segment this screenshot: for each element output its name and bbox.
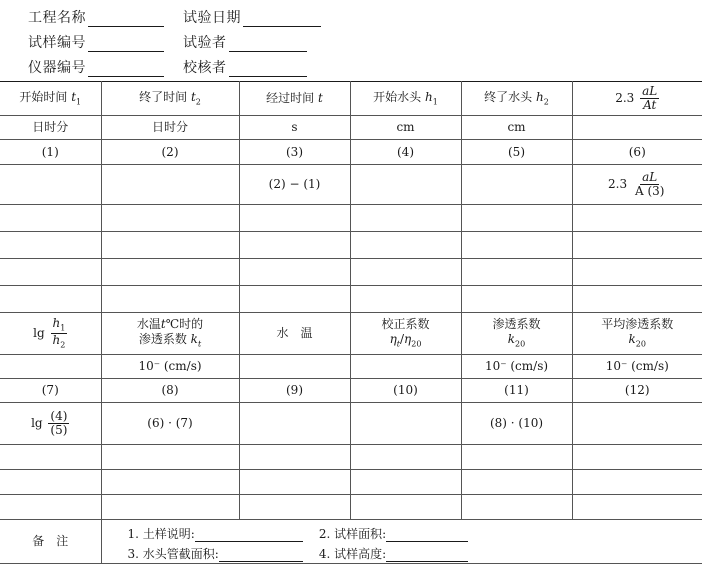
denominator: At bbox=[643, 98, 657, 112]
index-cell: (12) bbox=[572, 379, 702, 403]
data-cell[interactable] bbox=[461, 259, 572, 286]
data-cell[interactable] bbox=[350, 165, 461, 205]
data-cell[interactable] bbox=[350, 259, 461, 286]
tester-field[interactable] bbox=[183, 32, 307, 52]
data-cell[interactable] bbox=[239, 259, 350, 286]
table2-blank-row bbox=[0, 470, 702, 495]
data-cell[interactable] bbox=[572, 495, 702, 520]
data-cell[interactable] bbox=[572, 232, 702, 259]
sub: 1 bbox=[432, 97, 438, 107]
table2-formula-row bbox=[0, 403, 702, 445]
soil-desc-blank[interactable] bbox=[195, 527, 303, 542]
col-water-temp-header: 水 温 bbox=[239, 313, 350, 355]
sub: t bbox=[396, 339, 400, 349]
sample-no-field[interactable] bbox=[28, 32, 164, 52]
project-name-label: 工程名称 bbox=[28, 10, 86, 26]
data-cell[interactable] bbox=[239, 232, 350, 259]
header-text: 开始水头 bbox=[373, 89, 422, 104]
header-text: 终了水头 bbox=[484, 89, 533, 104]
sub: 20 bbox=[411, 339, 422, 349]
header-line-1: 校正系数 bbox=[381, 317, 430, 332]
remarks-content bbox=[101, 520, 702, 564]
instrument-no-field[interactable] bbox=[28, 57, 164, 77]
data-cell[interactable] bbox=[0, 232, 101, 259]
data-cell[interactable] bbox=[239, 470, 350, 495]
slash: / bbox=[399, 332, 405, 347]
var-k: k bbox=[507, 332, 516, 347]
remark-item-soil-desc: 1. 土样说明: bbox=[127, 526, 195, 541]
index-cell: (2) bbox=[101, 140, 239, 165]
sub: 20 bbox=[635, 339, 646, 349]
formula-cell: (2) − (1) bbox=[239, 165, 350, 205]
col-end-time-header bbox=[101, 82, 239, 116]
index-cell: (10) bbox=[350, 379, 461, 403]
table2-index-row bbox=[0, 379, 702, 403]
sample-height-blank[interactable] bbox=[386, 547, 468, 562]
fraction bbox=[48, 410, 69, 437]
table1-blank-row bbox=[0, 286, 702, 313]
data-cell[interactable] bbox=[572, 259, 702, 286]
header-line-1: 平均渗透系数 bbox=[601, 317, 674, 332]
instrument-no-label: 仪器编号 bbox=[28, 60, 86, 76]
col-start-time-header bbox=[0, 82, 101, 116]
remarks-row bbox=[0, 520, 702, 564]
data-cell[interactable] bbox=[350, 286, 461, 313]
fraction bbox=[51, 317, 68, 350]
col-log-ratio-header bbox=[0, 313, 101, 355]
data-cell[interactable] bbox=[572, 286, 702, 313]
data-cell[interactable] bbox=[461, 495, 572, 520]
var-t: t bbox=[71, 89, 77, 104]
permeability-record-table bbox=[0, 81, 702, 564]
index-cell: (6) bbox=[572, 140, 702, 165]
table1-index-row bbox=[0, 140, 702, 165]
header-line-2 bbox=[351, 332, 461, 349]
header-line-2 bbox=[102, 332, 239, 349]
test-date-field[interactable] bbox=[183, 7, 321, 27]
sample-no-label: 试样编号 bbox=[28, 35, 86, 51]
data-cell[interactable] bbox=[239, 286, 350, 313]
sub: 2 bbox=[543, 97, 549, 107]
tester-blank[interactable] bbox=[229, 35, 307, 52]
coefficient: 2.3 bbox=[615, 91, 635, 105]
table1-blank-row bbox=[0, 259, 702, 286]
var-t: t bbox=[160, 317, 166, 332]
data-cell[interactable] bbox=[350, 470, 461, 495]
data-cell[interactable] bbox=[572, 470, 702, 495]
col-start-head-header bbox=[350, 82, 461, 116]
unit-cell: 10⁻ (cm/s) bbox=[572, 355, 702, 379]
data-cell[interactable] bbox=[101, 205, 239, 232]
header-line-2 bbox=[462, 332, 572, 349]
var-k: k bbox=[628, 332, 636, 347]
unit-cell: 日时分 bbox=[0, 116, 101, 140]
var-eta: η bbox=[404, 332, 412, 347]
denominator: A (3) bbox=[634, 184, 665, 198]
sub: 2 bbox=[60, 340, 66, 350]
formula-cell bbox=[0, 403, 101, 445]
col-avg-k20-header bbox=[572, 313, 702, 355]
col-end-head-header bbox=[461, 82, 572, 116]
index-cell: (5) bbox=[461, 140, 572, 165]
col-correction-header bbox=[350, 313, 461, 355]
coefficient: 2.3 bbox=[608, 177, 628, 191]
data-cell[interactable] bbox=[350, 495, 461, 520]
data-cell[interactable] bbox=[0, 286, 101, 313]
remark-item-sample-height: 4. 试样高度: bbox=[318, 546, 387, 561]
sample-no-blank[interactable] bbox=[88, 35, 164, 52]
formula-cell bbox=[572, 165, 702, 205]
checker-label: 校核者 bbox=[183, 60, 227, 76]
data-cell[interactable] bbox=[239, 445, 350, 470]
data-cell[interactable] bbox=[461, 232, 572, 259]
data-cell[interactable] bbox=[461, 165, 572, 205]
data-cell[interactable] bbox=[461, 205, 572, 232]
unit-cell: 10⁻ (cm/s) bbox=[461, 355, 572, 379]
index-cell: (8) bbox=[101, 379, 239, 403]
table2-blank-row bbox=[0, 495, 702, 520]
data-cell[interactable] bbox=[350, 205, 461, 232]
test-date-blank[interactable] bbox=[243, 10, 321, 27]
text: ℃时的 bbox=[165, 317, 204, 332]
numerator bbox=[51, 317, 68, 334]
tube-area-blank[interactable] bbox=[219, 547, 303, 562]
data-cell[interactable] bbox=[0, 470, 101, 495]
var-eta: η bbox=[389, 332, 397, 347]
unit-cell bbox=[239, 355, 350, 379]
data-cell[interactable] bbox=[572, 403, 702, 445]
col-k20-header bbox=[461, 313, 572, 355]
log-symbol: lg bbox=[33, 326, 45, 340]
denominator bbox=[51, 334, 68, 350]
table1-blank-row bbox=[0, 205, 702, 232]
data-cell[interactable] bbox=[0, 165, 101, 205]
remarks-line-1 bbox=[128, 522, 703, 542]
formula-cell: (6) · (7) bbox=[101, 403, 239, 445]
sub: 20 bbox=[515, 339, 526, 349]
test-date-label: 试验日期 bbox=[183, 10, 241, 26]
unit-cell: s bbox=[239, 116, 350, 140]
data-cell[interactable] bbox=[350, 232, 461, 259]
sub: t bbox=[197, 339, 202, 349]
remarks-label: 备 注 bbox=[0, 520, 101, 564]
header-text: 终了时间 bbox=[139, 89, 188, 104]
data-cell[interactable] bbox=[101, 495, 239, 520]
col-formula-header bbox=[572, 82, 702, 116]
index-cell: (11) bbox=[461, 379, 572, 403]
data-cell[interactable] bbox=[101, 232, 239, 259]
checker-field[interactable] bbox=[183, 57, 307, 77]
formula-cell: (8) · (10) bbox=[461, 403, 572, 445]
text: 水温 bbox=[136, 317, 161, 332]
table1-header-row bbox=[0, 82, 702, 116]
data-cell[interactable] bbox=[350, 403, 461, 445]
fraction bbox=[640, 85, 659, 112]
header-row-1 bbox=[28, 2, 241, 27]
table1-formula-row bbox=[0, 165, 702, 205]
var-h: h bbox=[536, 89, 544, 104]
var-k: k bbox=[190, 332, 198, 347]
header-row-2 bbox=[28, 27, 227, 52]
checker-blank[interactable] bbox=[229, 60, 307, 77]
var-h: h bbox=[52, 315, 61, 330]
sub: 1 bbox=[60, 323, 66, 333]
data-cell[interactable] bbox=[101, 286, 239, 313]
data-cell[interactable] bbox=[101, 165, 239, 205]
data-cell[interactable] bbox=[239, 403, 350, 445]
data-cell[interactable] bbox=[101, 470, 239, 495]
data-cell[interactable] bbox=[461, 445, 572, 470]
project-name-field[interactable] bbox=[28, 7, 164, 27]
data-cell[interactable] bbox=[572, 205, 702, 232]
remark-item-tube-area: 3. 水头管截面积: bbox=[127, 546, 219, 561]
var-t: t bbox=[318, 91, 323, 105]
instrument-no-blank[interactable] bbox=[88, 60, 164, 77]
data-cell[interactable] bbox=[461, 286, 572, 313]
data-cell[interactable] bbox=[101, 259, 239, 286]
project-name-blank[interactable] bbox=[88, 10, 164, 27]
header-form bbox=[28, 2, 241, 77]
header-line-2 bbox=[573, 332, 703, 349]
tester-label: 试验者 bbox=[183, 35, 227, 51]
unit-cell: cm bbox=[461, 116, 572, 140]
table2-header-row bbox=[0, 313, 702, 355]
table1-blank-row bbox=[0, 232, 702, 259]
numerator: aL bbox=[642, 83, 658, 98]
data-cell[interactable] bbox=[572, 445, 702, 470]
index-cell: (3) bbox=[239, 140, 350, 165]
remarks-line-2 bbox=[128, 542, 703, 562]
data-cell[interactable] bbox=[0, 205, 101, 232]
data-cell[interactable] bbox=[350, 445, 461, 470]
index-cell: (7) bbox=[0, 379, 101, 403]
log-symbol: lg bbox=[31, 416, 43, 430]
table1-units-row bbox=[0, 116, 702, 140]
numerator: (4) bbox=[50, 408, 68, 423]
header-row-3 bbox=[28, 52, 227, 77]
var-h: h bbox=[52, 333, 61, 347]
index-cell: (4) bbox=[350, 140, 461, 165]
table2-units-row bbox=[0, 355, 702, 379]
data-cell[interactable] bbox=[0, 259, 101, 286]
header-text: 开始时间 bbox=[19, 89, 68, 104]
unit-cell bbox=[350, 355, 461, 379]
var-h: h bbox=[425, 89, 433, 104]
data-cell[interactable] bbox=[461, 470, 572, 495]
data-cell[interactable] bbox=[0, 495, 101, 520]
col-elapsed-time-header bbox=[239, 82, 350, 116]
unit-cell bbox=[572, 116, 702, 140]
sub: 1 bbox=[76, 97, 82, 107]
data-cell[interactable] bbox=[239, 205, 350, 232]
var-t: t bbox=[190, 89, 196, 104]
unit-cell: 日时分 bbox=[101, 116, 239, 140]
unit-cell: 10⁻ (cm/s) bbox=[101, 355, 239, 379]
sample-area-blank[interactable] bbox=[386, 527, 468, 542]
index-cell: (1) bbox=[0, 140, 101, 165]
index-cell: (9) bbox=[239, 379, 350, 403]
header-text: 经过时间 bbox=[266, 91, 315, 105]
fraction bbox=[633, 171, 666, 198]
sub: 2 bbox=[195, 97, 201, 107]
denominator: (5) bbox=[50, 423, 68, 437]
data-cell[interactable] bbox=[101, 445, 239, 470]
data-cell[interactable] bbox=[0, 445, 101, 470]
unit-cell: cm bbox=[350, 116, 461, 140]
text: 渗透系数 bbox=[138, 332, 187, 347]
header-line-1: 渗透系数 bbox=[492, 317, 541, 332]
header-line-1 bbox=[102, 317, 239, 332]
unit-cell bbox=[0, 355, 101, 379]
col-kt-header bbox=[101, 313, 239, 355]
numerator: aL bbox=[642, 169, 658, 184]
remark-item-sample-area: 2. 试样面积: bbox=[318, 526, 387, 541]
data-cell[interactable] bbox=[239, 495, 350, 520]
table2-blank-row bbox=[0, 445, 702, 470]
